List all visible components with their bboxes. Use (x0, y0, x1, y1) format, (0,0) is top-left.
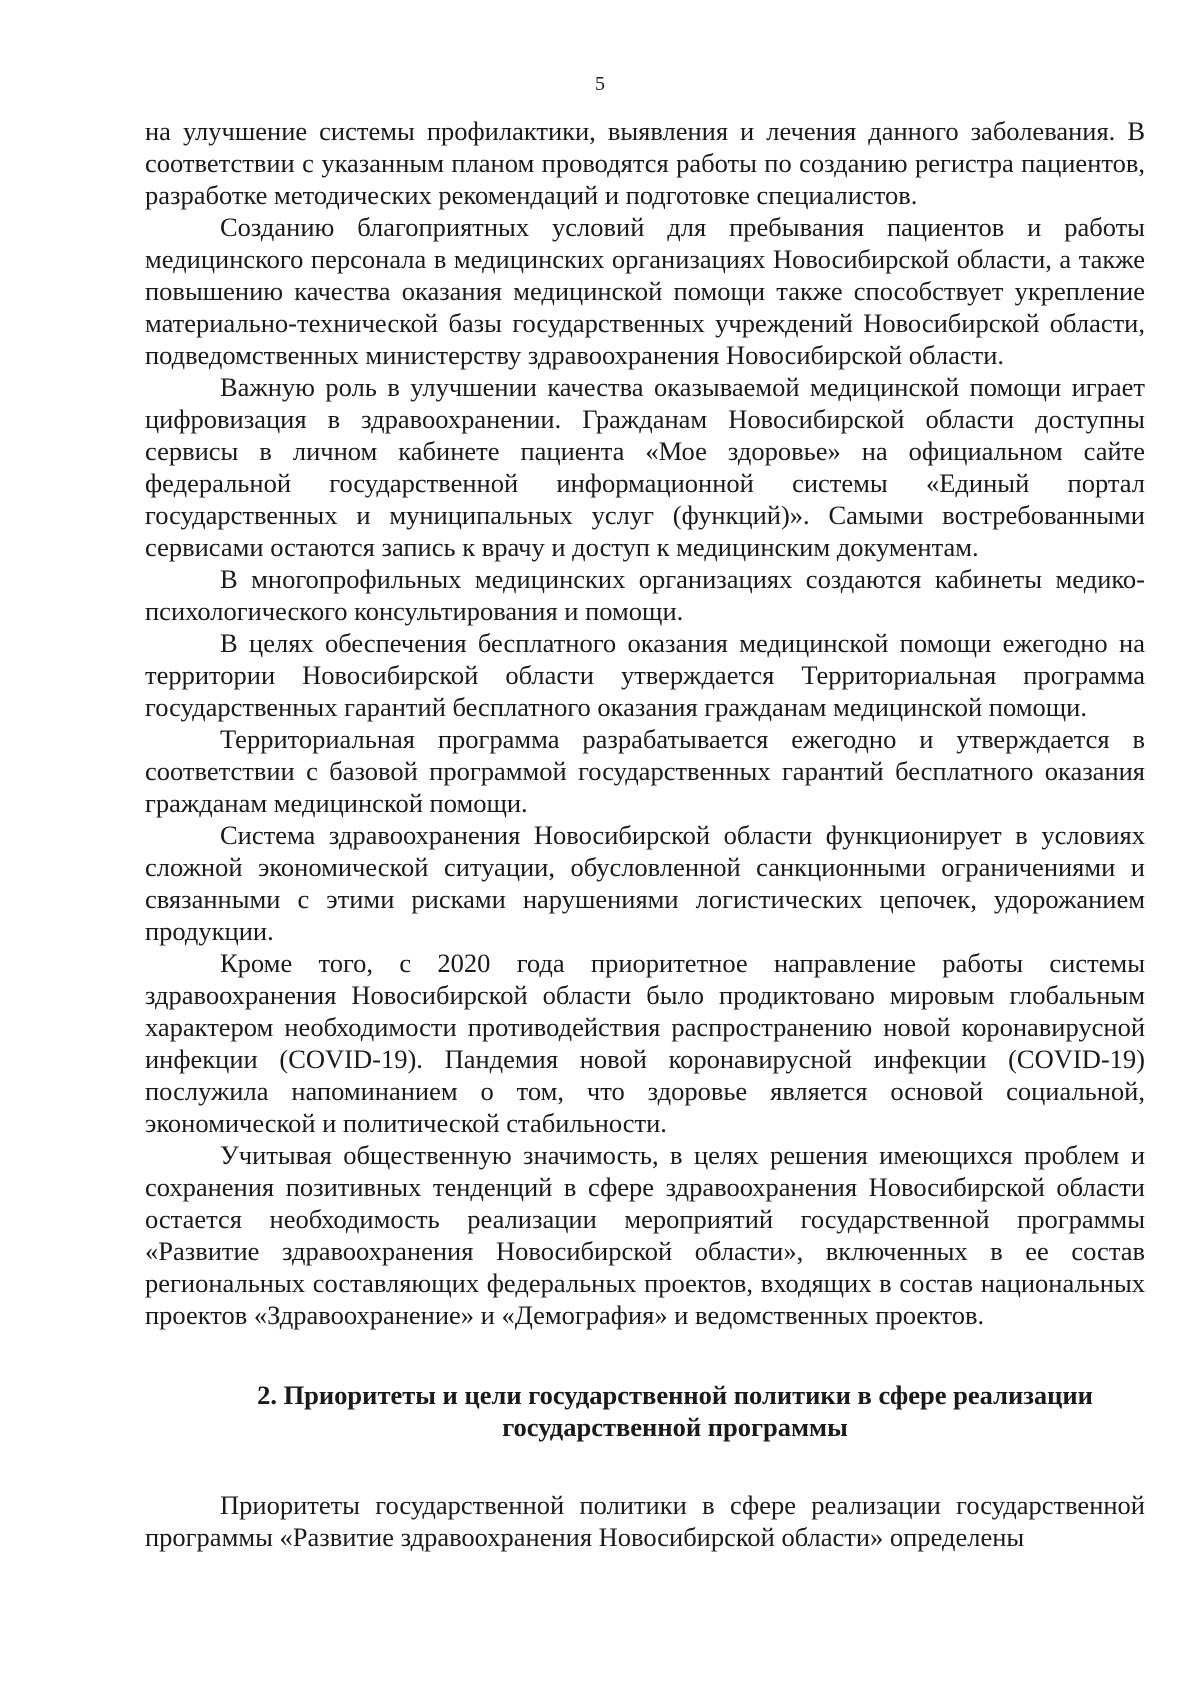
page-number: 5 (595, 73, 605, 95)
paragraph-priorities: Приоритеты государственной политики в сфере реализации государственной программы «Развитие здравоохранения Новосибирской области» определены (145, 1490, 1145, 1552)
paragraph-infrastructure: Созданию благоприятных условий для пребывания пациентов и работы медицинского персонала в медицинских организациях Новосибирской области, а также повышению качества оказания медицинской помощи также способствует укрепление материально-технической базы государственных учреждений Новосибирской области, подведомственных министерству здравоохранения Новосибирской области. (145, 212, 1145, 370)
paragraph-covid: Кроме того, с 2020 года приоритетное направление работы системы здравоохранения Новосибирской области было продиктовано мировым глобальным характером необходимости противодействия распространению новой коронавирусной инфекции (COVID-19). Пандемия новой коронавирусной инфекции (COVID-19) послужила напоминанием о том, что здоровье является основой социальной, экономической и политической стабильности. (145, 948, 1145, 1138)
paragraph-psychology-offices: В многопрофильных медицинских организациях создаются кабинеты медико-психологического консультирования и помощи. (145, 564, 1145, 626)
paragraph-territorial-program: В целях обеспечения бесплатного оказания медицинской помощи ежегодно на территории Новосибирской области утверждается Территориальная программа государственных гарантий бесплатного оказания гражданам медицинской помощи. (145, 628, 1145, 722)
paragraph-digitalization: Важную роль в улучшении качества оказываемой медицинской помощи играет цифровизация в здравоохранении. Гражданам Новосибирской области доступны сервисы в личном кабинете пациента «Мое здоровье» на официальном сайте федеральной государственной информационной системы «Единый портал государственных и муниципальных услуг (функций)». Самыми востребованными сервисами остаются запись к врачу и доступ к медицинским документам. (145, 372, 1145, 562)
section-heading-line1: 2. Приоритеты и цели государственной политики в сфере реализации (257, 1380, 1093, 1410)
section-heading (145, 1379, 1145, 1443)
paragraph-economic-situation: Система здравоохранения Новосибирской области функционирует в условиях сложной экономической ситуации, обусловленной санкционными ограничениями и связанными с этими рисками нарушениями логистических цепочек, удорожанием продукции. (145, 820, 1145, 946)
section-heading-line2: государственной программы (502, 1412, 848, 1442)
paragraph-significance: Учитывая общественную значимость, в целях решения имеющихся проблем и сохранения позитивных тенденций в сфере здравоохранения Новосибирской области остается необходимость реализации мероприятий государственной программы «Развитие здравоохранения Новосибирской области», включенных в ее состав региональных составляющих федеральных проектов, входящих в состав национальных проектов «Здравоохранение» и «Демография» и ведомственных проектов. (145, 1140, 1145, 1330)
paragraph-continuation: на улучшение системы профилактики, выявления и лечения данного заболевания. В соответствии с указанным планом проводятся работы по созданию регистра пациентов, разработке методических рекомендаций и подготовке специалистов. (145, 116, 1145, 210)
paragraph-program-approval: Территориальная программа разрабатывается ежегодно и утверждается в соответствии с базовой программой государственных гарантий бесплатного оказания гражданам медицинской помощи. (145, 724, 1145, 818)
document-body (145, 115, 1145, 1553)
